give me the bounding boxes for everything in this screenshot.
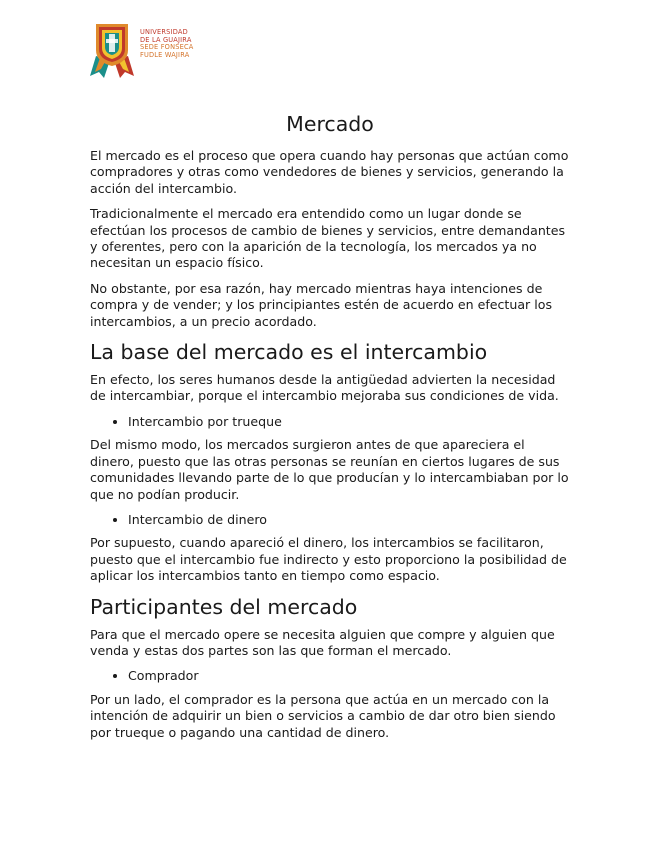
- page-title: Mercado: [286, 112, 374, 136]
- intercambio-paragraph-2: Del mismo modo, los mercados surgieron antes de que apareciera el dinero, puesto que las otras personas se reunían en ciertos lugares de sus comunidades llevando parte de lo que producían y lo intercambiaban por lo que no podían producir.: [90, 437, 569, 502]
- university-logo: [90, 22, 210, 78]
- bullet-list-dinero: [90, 512, 570, 528]
- intro-paragraph-3: No obstante, por esa razón, hay mercado mientras haya intenciones de compra y de vender; y los principiantes estén de acuerdo en efectuar los intercambios, a un precio acordado.: [90, 280, 553, 329]
- logo-line-2: DE LA GUAJIRA: [140, 35, 192, 44]
- participantes-paragraph-2: Por un lado, el comprador es la persona que actúa en un mercado con la intención de adquirir un bien o servicios a cambio de dar otro bien siendo por trueque o pagando una cantidad de dinero.: [90, 691, 556, 740]
- intercambio-paragraph-3: Por supuesto, cuando apareció el dinero, los intercambios se facilitaron, puesto que el intercambio fue indirecto y esto proporciono la posibilidad de aplicar los intercambios tanto en tiempo como espacio.: [90, 535, 567, 584]
- logo-line-4: FUDLE WAJIRA: [140, 50, 190, 59]
- section-heading-participantes: Participantes del mercado: [90, 594, 358, 619]
- intro-paragraph-1: El mercado es el proceso que opera cuando hay personas que actúan como compradores y otras como vendedores de bienes y servicios, generando la acción del intercambio.: [90, 148, 569, 196]
- intro-paragraph-2: Tradicionalmente el mercado era entendido como un lugar donde se efectúan los procesos de cambio de bienes y servicios, entre demandantes y oferentes, pero con la aparición de la tecnología, los mercados ya no necesitan un espacio físico.: [90, 206, 566, 271]
- logo-wordmark: [140, 29, 193, 59]
- logo-line-3: SEDE FONSECA: [140, 43, 194, 52]
- bullet-list-comprador: [90, 668, 570, 684]
- bullet-item-trueque: • Intercambio por trueque: [128, 414, 570, 430]
- section-heading-intercambio: La base del mercado es el intercambio: [90, 340, 488, 365]
- bullet-item-dinero: • Intercambio de dinero: [128, 512, 570, 528]
- university-shield-icon: [90, 22, 134, 78]
- logo-line-1: UNIVERSIDAD: [140, 28, 188, 36]
- participantes-paragraph-1: Para que el mercado opere se necesita alguien que compre y alguien que venda y estas dos partes son las que forman el mercado.: [90, 626, 555, 658]
- intercambio-paragraph-1: En efecto, los seres humanos desde la antigüedad advierten la necesidad de intercambiar, porque el intercambio mejoraba sus condiciones de vida.: [90, 372, 559, 404]
- bullet-list-trueque: [90, 414, 570, 430]
- bullet-item-comprador: • Comprador: [128, 668, 570, 684]
- document-content: [90, 111, 570, 750]
